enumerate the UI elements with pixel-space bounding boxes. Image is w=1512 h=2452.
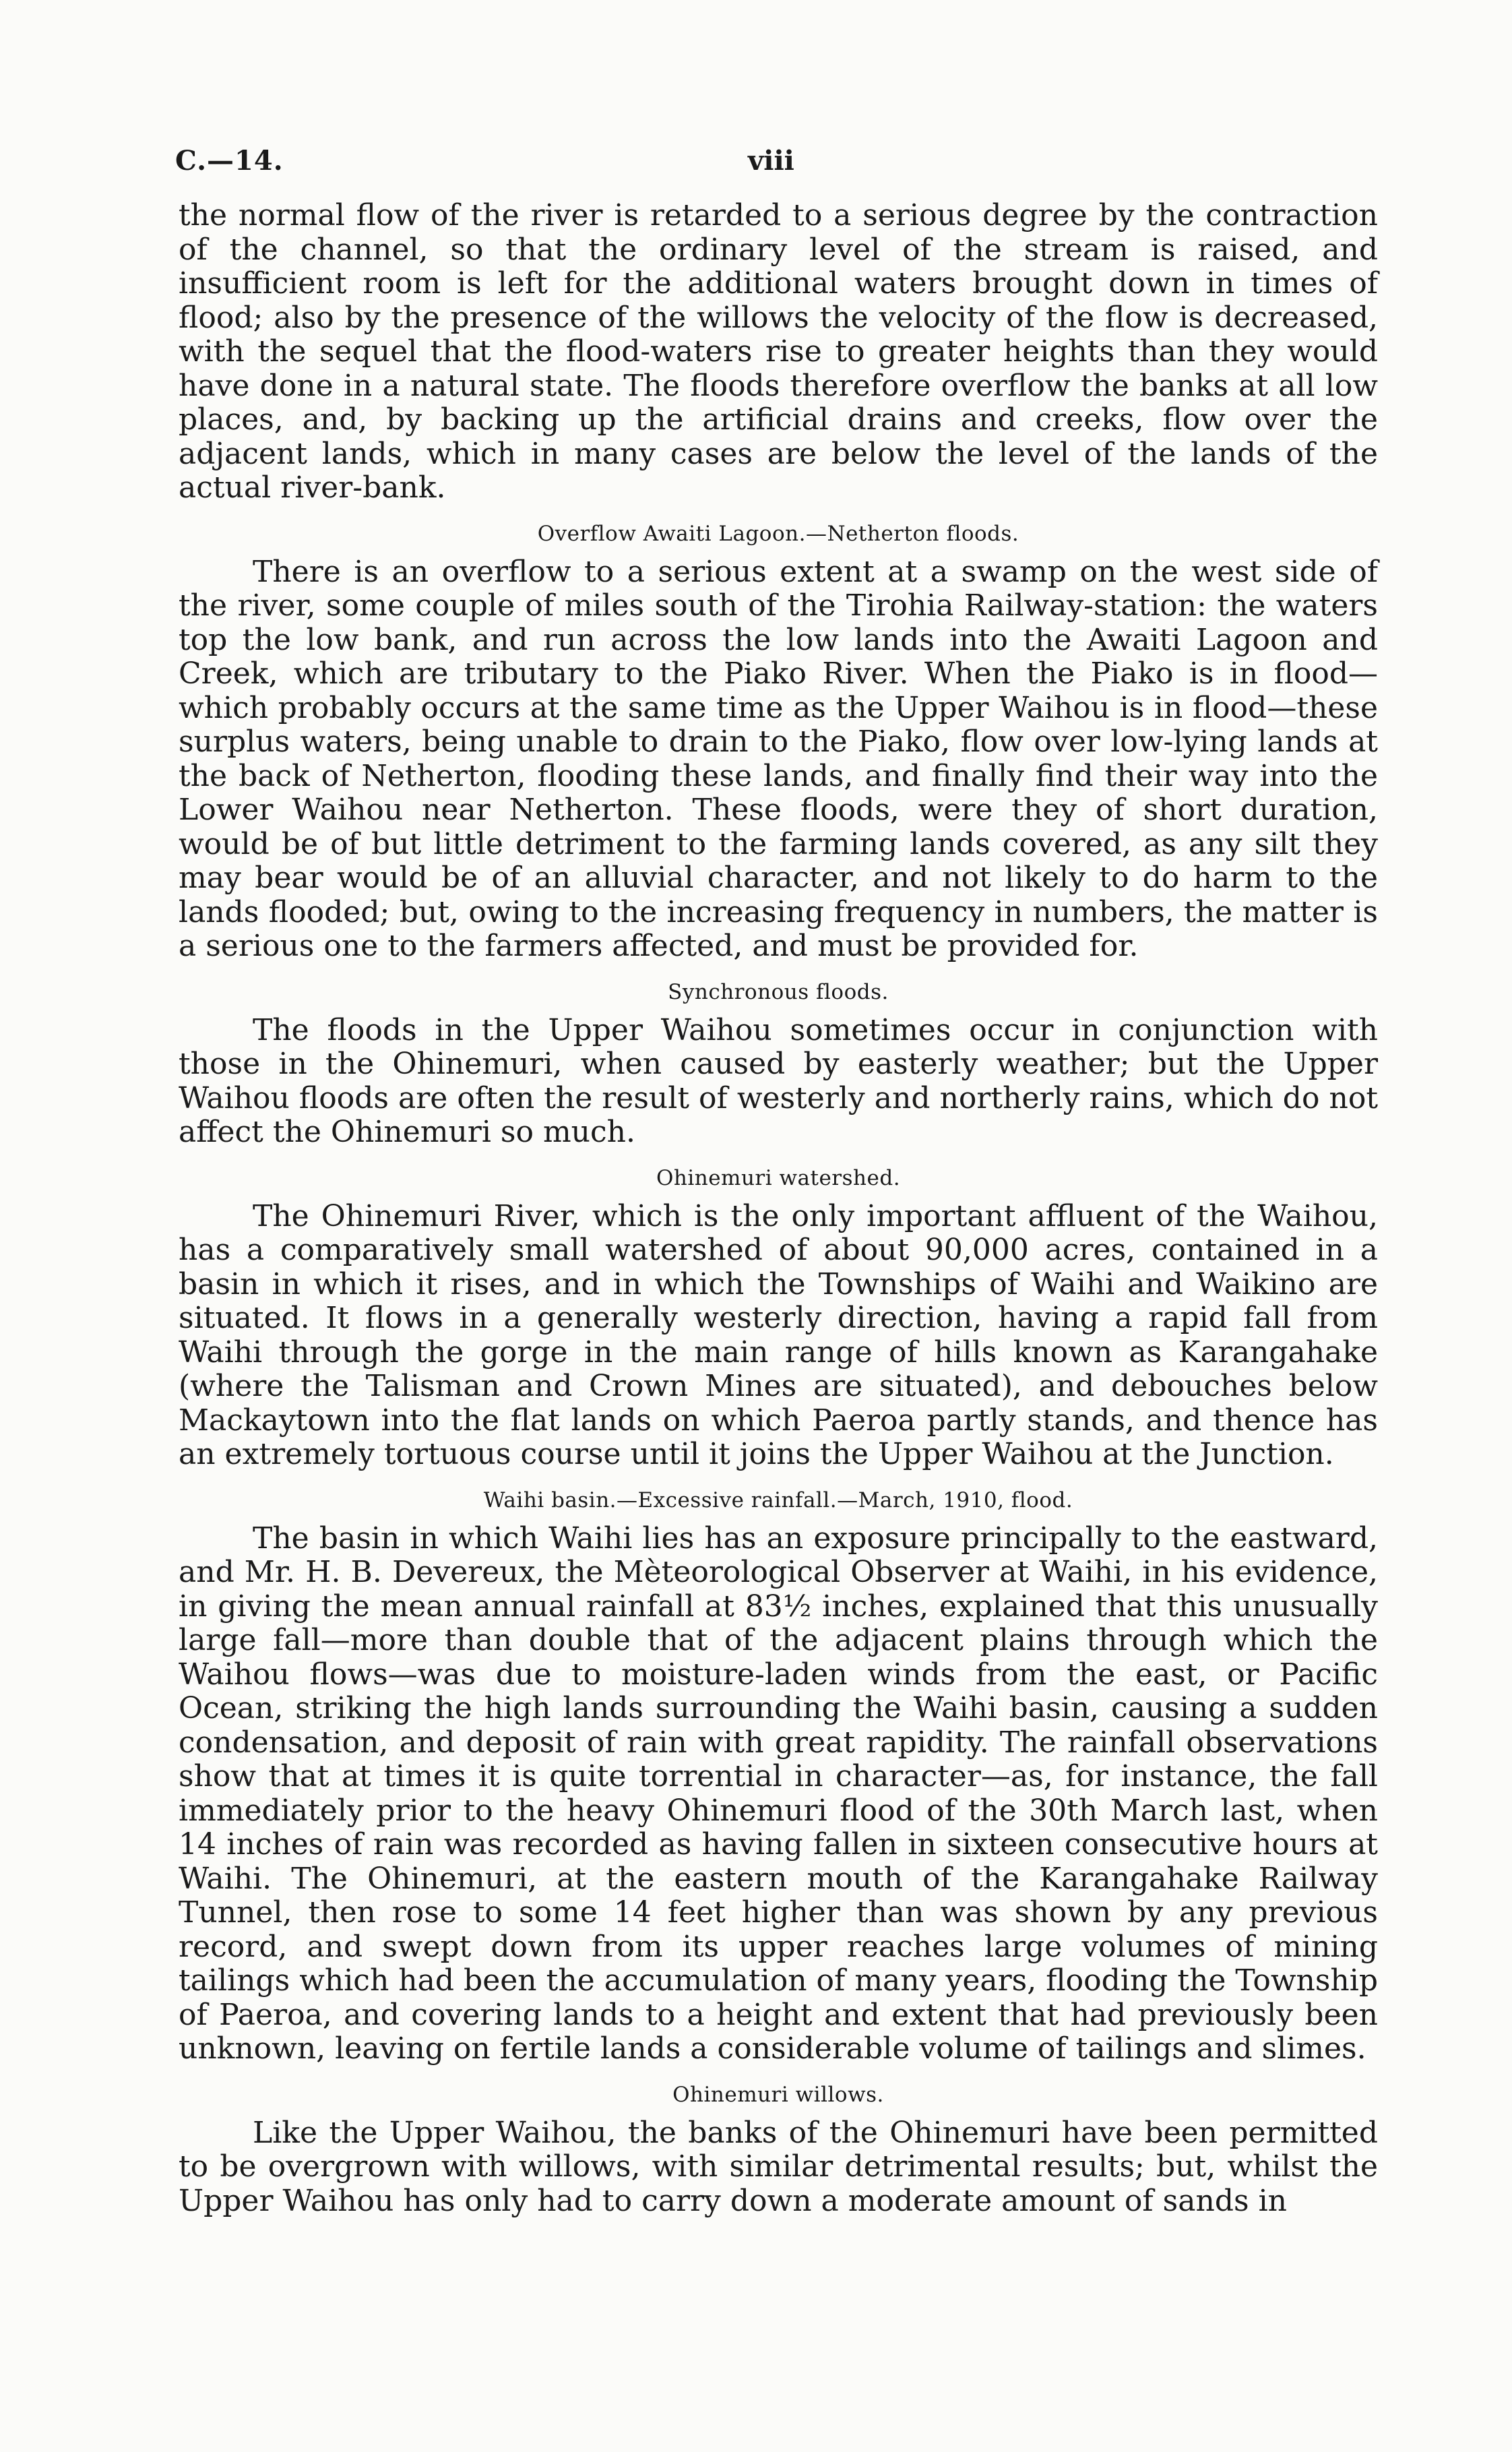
body-paragraph: the normal flow of the river is retarded to a serious degree by the contraction of the channel, so that the ordinary level of the stream is raised, and insufficient room is left for the additional waters brought down in times of flood; also by the presence of the willows the velocity of the flow is decreased, with the sequel that the flood-waters rise to greater heights than they would have done in a natural state. The floods therefore overflow the banks at all low places, and, by backing up the artificial drains and creeks, flow over the adjacent lands, which in many cases are below the level of the lands of the actual river-bank. <box>179 198 1378 505</box>
body-paragraph: The basin in which Waihi lies has an exposure principally to the eastward, and Mr. H. B. Devereux, the Mèteorological Observer at Waihi, in his evidence, in giving the mean annual rainfall at 83½ inches, explained that this unusually large fall—more than double that of the adjacent plains through which the Waihou flows—was due to moisture-laden winds from the east, or Pacific Ocean, striking the high lands surrounding the Waihi basin, causing a sudden condensation, and deposit of rain with great rapidity. The rainfall observations show that at times it is quite torrential in character—as, for instance, the fall immediately prior to the heavy Ohinemuri flood of the 30th March last, when 14 inches of rain was recorded as having fallen in sixteen consecutive hours at Waihi. The Ohinemuri, at the eastern mouth of the Karangahake Railway Tunnel, then rose to some 14 feet higher than was shown by any previous record, and swept down from its upper reaches large volumes of mining tailings which had been the accumulation of many years, flooding the Township of Paeroa, and covering lands to a height and extent that had previously been unknown, leaving on fertile lands a considerable volume of tailings and slimes. <box>179 1521 1378 2066</box>
document-body <box>179 199 1378 2218</box>
section-heading: Overflow Awaiti Lagoon.—Netherton floods. <box>537 521 1019 546</box>
body-paragraph: The floods in the Upper Waihou sometimes occur in conjunction with those in the Ohinemuri, when caused by easterly weather; but the Upper Waihou floods are often the result of westerly and northerly rains, which do not affect the Ohinemuri so much. <box>179 1012 1378 1149</box>
body-paragraph: The Ohinemuri River, which is the only important affluent of the Waihou, has a comparatively small watershed of about 90,000 acres, contained in a basin in which it rises, and in which the Townships of Waihi and Waikino are situated. It flows in a generally westerly direction, having a rapid fall from Waihi through the gorge in the main range of hills known as Karangahake (where the Talisman and Crown Mines are situated), and debouches below Mackaytown into the flat lands on which Paeroa partly stands, and thence has an extremely tortuous course until it joins the Upper Waihou at the Junction. <box>179 1198 1378 1471</box>
section-heading: Ohinemuri watershed. <box>656 1165 901 1190</box>
section-heading: Waihi basin.—Excessive rainfall.—March, 1910, flood. <box>483 1488 1073 1512</box>
section-heading: Ohinemuri willows. <box>672 2082 884 2107</box>
body-paragraph: Like the Upper Waihou, the banks of the Ohinemuri have been permitted to be overgrown with willows, with similar detrimental results; but, whilst the Upper Waihou has only had to carry down a moderate amount of sands in <box>179 2115 1378 2218</box>
page-number: viii <box>748 145 794 177</box>
section-heading: Synchronous floods. <box>668 979 889 1004</box>
page-header <box>175 145 1381 185</box>
document-reference: C.—14. <box>175 145 284 177</box>
body-paragraph: There is an overflow to a serious extent at a swamp on the west side of the river, some couple of miles south of the Tirohia Railway-station: the waters top the low bank, and run across the low lands into the Awaiti Lagoon and Creek, which are tributary to the Piako River. When the Piako is in flood—which probably occurs at the same time as the Upper Waihou is in flood—these surplus waters, being unable to drain to the Piako, flow over low-lying lands at the back of Netherton, flooding these lands, and finally find their way into the Lower Waihou near Netherton. These floods, were they of short duration, would be of but little detriment to the farming lands covered, as any silt they may bear would be of an alluvial character, and not likely to do harm to the lands flooded; but, owing to the increasing frequency in numbers, the matter is a serious one to the farmers affected, and must be provided for. <box>179 554 1378 963</box>
